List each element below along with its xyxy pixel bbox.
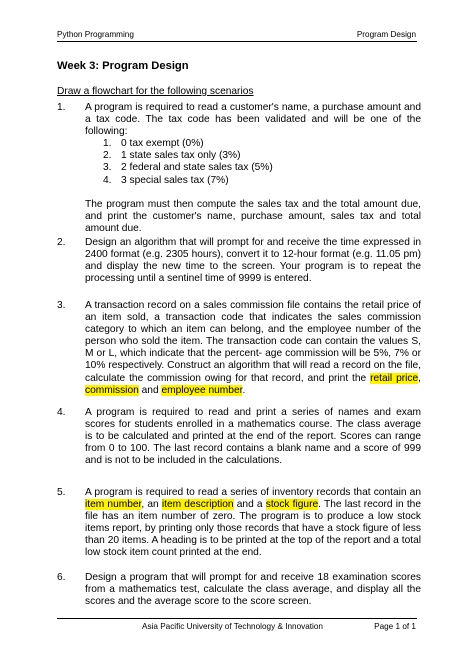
question-text: A program is required to read a customer's name, a purchase amount and a tax code. The tax code has been validated and will be one of the following:: [85, 102, 421, 138]
question-5: [57, 487, 421, 560]
highlight-stock-figure: stock figure: [265, 499, 319, 511]
question-text: A transaction record on a sales commission file contains the retail price of an item sold, a transaction code that indicates the sales commission category to which an item can belong, and the employee number of the person who sold the item. The transaction code can contain the values S, M or L, which indicate that the percent- age commission will be 5%, 7% or 10% respectively. Construct an algorithm that will read a record on the file, calculate the commission owing for that record, and print the retail price, commission and employee number.: [85, 300, 421, 396]
highlight-employee-number: employee number: [161, 384, 243, 396]
footer-divider: [57, 618, 417, 619]
list-item: 1. 0 tax exempt (0%): [103, 138, 204, 150]
question-number: 4.: [57, 407, 66, 418]
list-item: 4. 3 special sales tax (7%): [103, 174, 229, 186]
question-number: 3.: [57, 300, 66, 311]
question-6: [57, 572, 421, 608]
question-number: 6.: [57, 572, 66, 583]
question-3: [57, 300, 421, 397]
question-number: 2.: [57, 237, 66, 248]
list-item: 3. 2 federal and state sales tax (5%): [103, 162, 273, 174]
question-2: [57, 237, 421, 285]
question-text: Design a program that will prompt for and receive 18 examination scores from a mathematics test, calculate the class average, and display all the scores and the average score to the score screen.: [85, 572, 421, 608]
header-divider: [57, 41, 417, 42]
header-topic: Program Design: [356, 30, 416, 39]
footer-institution: Asia Pacific University of Technology & Innovation: [142, 622, 323, 631]
question-text: A program is required to read a series of inventory records that contain an item number, an item description and a stock figure. The last record in the file has an item number of zero. The program is to produce a low stock items report, by printing only those records that have a stock figure of less than 20 items. A heading is to be printed at the top of the report and a total low stock item count printed at the end.: [85, 487, 422, 559]
footer-page-number: Page 1 of 1: [374, 622, 416, 631]
question-4: [57, 407, 421, 467]
highlight-item-number: item number: [85, 499, 142, 511]
question-text-continued: The program must then compute the sales tax and the total amount due, and print the customer's name, purchase amount, sales tax and total amount due.: [85, 198, 421, 234]
list-item: 2. 1 state sales tax only (3%): [103, 150, 241, 162]
highlight-item-description: item description: [161, 499, 234, 511]
highlight-retail-price: retail price: [370, 372, 419, 384]
instructions-heading: Draw a flowchart for the following scenarios: [57, 86, 254, 97]
tax-code-list: [103, 138, 421, 186]
question-1: [57, 102, 421, 235]
page-title: Week 3: Program Design: [57, 60, 189, 72]
question-number: 1.: [57, 102, 66, 113]
question-number: 5.: [57, 487, 66, 498]
question-text: Design an algorithm that will prompt for and receive the time expressed in 2400 format (e.g. 2305 hours), convert it to 12-hour format (e.g. 11.05 pm) and display the new time to the screen. Your program is to repeat the processing until a sentinel time of 9999 is entered.: [85, 237, 421, 285]
question-text: A program is required to read and print a series of names and exam scores for students enrolled in a mathematics course. The class average is to be calculated and printed at the end of the report. Scores can range from 0 to 100. The last record contains a blank name and a score of 999 and is not to be included in the calculations.: [85, 407, 421, 467]
highlight-commission: commission: [85, 384, 139, 396]
header-course: Python Programming: [57, 30, 134, 39]
